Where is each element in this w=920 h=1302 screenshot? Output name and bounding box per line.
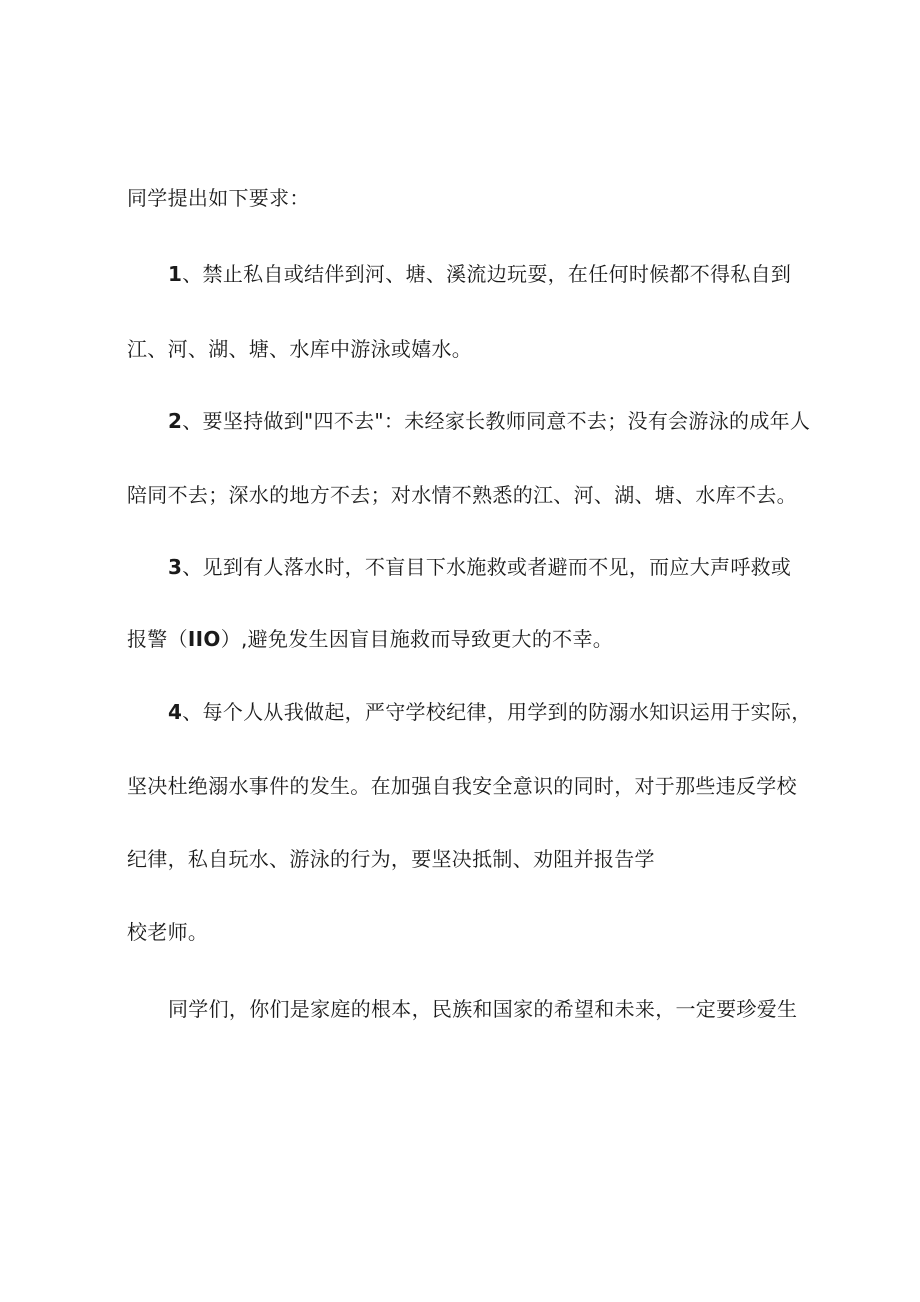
item-3-line-2: [127, 625, 613, 653]
intro-line: 同学提出如下要求：: [127, 186, 310, 210]
item-4-number: 4: [168, 700, 183, 724]
item-4-line-4: 校老师。: [127, 920, 209, 944]
item-3-line-2-post: ）,避免发生因盲目施救而导致更大的不幸。: [220, 627, 614, 651]
item-1-text: 、禁止私自或结伴到河、塘、溪流边玩耍，在任何时候都不得私自到: [182, 262, 792, 286]
item-2-line-1: [168, 407, 810, 435]
item-4-line-3: 纪律，私自玩水、游泳的行为，要坚决抵制、劝阻并报告学: [127, 847, 655, 871]
item-4-text: 、每个人从我做起，严守学校纪律，用学到的防溺水知识运用于实际，: [182, 700, 812, 724]
item-2-line-2: 陪同不去；深水的地方不去；对水情不熟悉的江、河、湖、塘、水库不去。: [127, 483, 797, 507]
item-1-number: 1: [168, 262, 183, 286]
item-3-line-1: [168, 553, 791, 581]
item-3-phone-code: IIO: [187, 627, 221, 651]
item-4-line-1: [168, 698, 812, 726]
item-2-number: 2: [168, 409, 183, 433]
closing-line: 同学们，你们是家庭的根本，民族和国家的希望和未来，一定要珍爱生: [168, 997, 798, 1021]
item-3-number: 3: [168, 555, 183, 579]
item-1-line-2: 江、河、湖、塘、水库中游泳或嬉水。: [127, 337, 473, 361]
item-2-text: 、要坚持做到"四不去"：未经家长教师同意不去；没有会游泳的成年人: [182, 409, 811, 433]
item-3-line-2-pre: 报警（: [127, 627, 188, 651]
item-1-line-1: [168, 260, 791, 288]
item-3-text: 、见到有人落水时，不盲目下水施救或者避而不见，而应大声呼救或: [182, 555, 792, 579]
item-4-line-2: 坚决杜绝溺水事件的发生。在加强自我安全意识的同时，对于那些违反学校: [127, 774, 797, 798]
